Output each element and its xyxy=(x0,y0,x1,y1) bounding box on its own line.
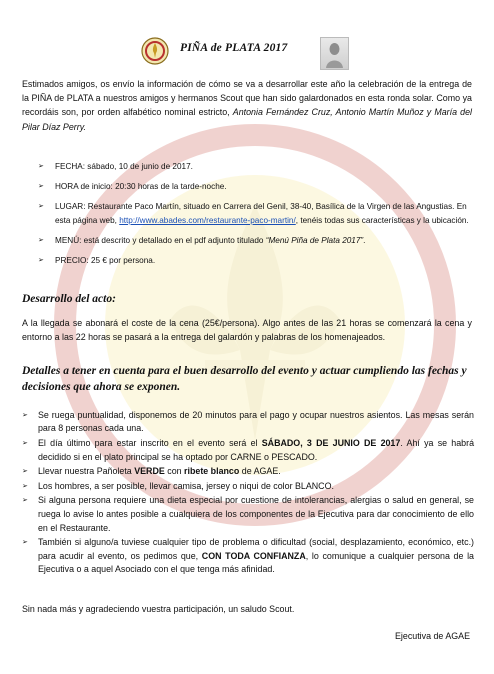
detail-precio xyxy=(38,254,474,268)
rule-text: El día último para estar inscrito en el evento será el xyxy=(38,438,258,449)
arrow-bullet-icon: ➢ xyxy=(38,183,44,191)
detail-lugar-text: LUGAR: Restaurante Paco Martín, situado en Carrera del Genil, 38-40, Basílica de la Virgen de las Angustias. En esta página web, xyxy=(55,202,467,226)
agae-scout-emblem-icon xyxy=(141,37,169,65)
arrow-bullet-icon: ➢ xyxy=(38,163,44,171)
rule-text: Llevar nuestra Pañoleta xyxy=(38,466,132,477)
detalles-heading: Detalles a tener en cuenta para el buen desarrollo del evento y actuar cumpliendo las fechas y decisiones que ahora se exponen. xyxy=(22,365,467,393)
detail-fecha xyxy=(38,160,474,174)
rule-panoleta xyxy=(22,465,474,479)
rule-vestimenta xyxy=(22,480,474,494)
rule-puntualidad xyxy=(22,409,474,436)
statue-photo-icon xyxy=(320,37,349,70)
detail-lugar xyxy=(38,200,474,228)
panoleta-color: VERDE xyxy=(134,466,165,477)
detail-menu xyxy=(38,234,474,248)
rule-text: con xyxy=(167,466,182,477)
rule-text: Los hombres, a ser posible, llevar camisa, jersey o niqui de color BLANCO. xyxy=(38,480,334,491)
page-title: PIÑA de PLATA 2017 xyxy=(180,42,288,54)
rule-text: Si alguna persona requiere una dieta especial por cuestione de intolerancias, alergias o salud en general, se ruega lo avise lo antes posible a cualquiera de los componentes de la Ejecutiva para dar conocimiento de ello en el Restaurante. xyxy=(38,495,474,533)
detail-menu-end: . xyxy=(363,236,366,246)
desarrollo-heading: Desarrollo del acto: xyxy=(22,293,116,305)
rule-text: Se ruega puntualidad, disponemos de 20 minutos para el pago y ocupar nuestros asientos. Las mesas serán para 8 personas cada una. xyxy=(38,409,474,434)
rule-text: También si alguno/a tuviese cualquier tipo de problema o dificultad (social, desplazamiento, económico, etc.) para acudir al evento, os pedimos que, xyxy=(38,537,474,561)
arrow-bullet-icon: ➢ xyxy=(22,411,28,419)
arrow-bullet-icon: ➢ xyxy=(38,237,44,245)
confianza-emphasis: CON TODA CONFIANZA xyxy=(201,550,306,561)
rule-problemas xyxy=(22,536,474,577)
rule-dieta xyxy=(22,494,474,535)
signature: Ejecutiva de AGAE xyxy=(395,631,470,641)
desarrollo-paragraph: A la llegada se abonará el coste de la cena (25€/persona). Algo antes de las 21 horas se comenzará la cena y entorno a las 22 horas se pasará a la entrega del galardón y palabras de los homenajeados. xyxy=(22,318,472,343)
arrow-bullet-icon: ➢ xyxy=(22,468,28,476)
detail-hora xyxy=(38,180,474,194)
closing-line: Sin nada más y agradeciendo vuestra participación, un saludo Scout. xyxy=(22,604,295,614)
deadline-date: SÁBADO, 3 DE JUNIO DE 2017 xyxy=(261,438,401,449)
event-details-list xyxy=(38,160,474,274)
menu-pdf-title: “Menú Piña de Plata 2017” xyxy=(265,236,364,246)
rule-inscripcion xyxy=(22,437,474,464)
restaurant-link[interactable]: http://www.abades.com/restaurante-paco-martin/ xyxy=(119,216,296,226)
detail-lugar-text-end: , tenéis todas sus características y la ubicación. xyxy=(295,216,469,226)
detail-hora-text: HORA de inicio: 20:30 horas de la tarde-noche. xyxy=(55,182,227,192)
rule-text: de AGAE. xyxy=(241,466,281,477)
rule-text: , lo comunique a cualquier persona de la Ejecutiva o a aquel Asociado con el que tenga más afinidad. xyxy=(38,550,474,575)
arrow-bullet-icon: ➢ xyxy=(22,539,28,547)
rule-text: . Ahí ya se habrá decidido si en el plato principal se ha optado por CARNE o PESCADO. xyxy=(38,438,475,462)
panoleta-ribete: ribete blanco xyxy=(184,466,240,477)
intro-paragraph xyxy=(22,77,472,134)
arrow-bullet-icon: ➢ xyxy=(22,440,28,448)
detail-menu-text: MENÚ: está descrito y detallado en el pdf adjunto titulado xyxy=(55,236,264,246)
intro-text: Estimados amigos, os envío la información de cómo se va a desarrollar este año la celebración de la entrega de la PIÑA de PLATA a nuestros amigos y hermanos Scout que han sido galardonados en esta ronda solar. Como ya recordáis son, por orden alfabético nominal estricto, xyxy=(22,79,472,118)
arrow-bullet-icon: ➢ xyxy=(38,257,44,265)
detail-precio-text: PRECIO: 25 € por persona. xyxy=(55,256,156,266)
arrow-bullet-icon: ➢ xyxy=(38,203,44,211)
honorees-names: Antonia Fernández Cruz, Antonio Martín Muñoz y María del Pilar Díaz Perry. xyxy=(22,107,472,132)
arrow-bullet-icon: ➢ xyxy=(22,497,28,505)
detail-fecha-text: FECHA: sábado, 10 de junio de 2017. xyxy=(55,162,193,172)
arrow-bullet-icon: ➢ xyxy=(22,482,28,490)
rules-list xyxy=(22,409,474,578)
